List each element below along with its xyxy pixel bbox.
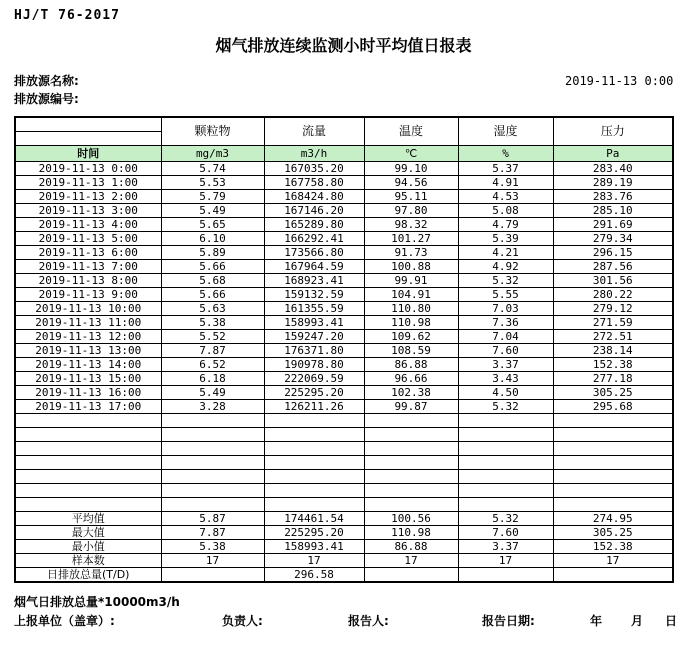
- value-cell: 94.56: [364, 176, 458, 190]
- summary-label: 最小值: [15, 540, 161, 554]
- value-cell: 5.52: [161, 330, 264, 344]
- column-header: 颗粒物: [161, 117, 264, 146]
- empty-cell: [458, 428, 553, 442]
- summary-row: [15, 568, 673, 583]
- time-cell: 2019-11-13 3:00: [15, 204, 161, 218]
- value-cell: 159247.20: [264, 330, 364, 344]
- value-cell: 5.37: [458, 162, 553, 176]
- empty-cell: [161, 498, 264, 512]
- time-cell: 2019-11-13 14:00: [15, 358, 161, 372]
- data-row: [15, 316, 673, 330]
- value-cell: 173566.80: [264, 246, 364, 260]
- value-cell: 159132.59: [264, 288, 364, 302]
- unit-cell: mg/m3: [161, 146, 264, 162]
- value-cell: 7.60: [458, 344, 553, 358]
- data-row: [15, 288, 673, 302]
- empty-cell: [15, 484, 161, 498]
- value-cell: 98.32: [364, 218, 458, 232]
- empty-cell: [15, 498, 161, 512]
- value-cell: 104.91: [364, 288, 458, 302]
- time-cell: 2019-11-13 6:00: [15, 246, 161, 260]
- empty-cell: [458, 498, 553, 512]
- data-row: [15, 386, 673, 400]
- time-cell: 2019-11-13 15:00: [15, 372, 161, 386]
- empty-row: [15, 428, 673, 442]
- empty-row: [15, 414, 673, 428]
- value-cell: 305.25: [553, 386, 673, 400]
- empty-cell: [553, 470, 673, 484]
- value-cell: 86.88: [364, 358, 458, 372]
- empty-cell: [458, 484, 553, 498]
- empty-cell: [553, 484, 673, 498]
- value-cell: 301.56: [553, 274, 673, 288]
- value-cell: 7.04: [458, 330, 553, 344]
- value-cell: 167964.59: [264, 260, 364, 274]
- data-row: [15, 274, 673, 288]
- summary-value: 17: [553, 554, 673, 568]
- header-row: [15, 117, 673, 132]
- time-header: 时间: [15, 146, 161, 162]
- value-cell: 108.59: [364, 344, 458, 358]
- value-cell: 283.40: [553, 162, 673, 176]
- empty-cell: [161, 442, 264, 456]
- value-cell: 5.49: [161, 386, 264, 400]
- summary-value: 5.32: [458, 512, 553, 526]
- time-cell: 2019-11-13 5:00: [15, 232, 161, 246]
- summary-value: [364, 568, 458, 583]
- data-row: [15, 358, 673, 372]
- value-cell: 238.14: [553, 344, 673, 358]
- value-cell: 4.79: [458, 218, 553, 232]
- value-cell: 225295.20: [264, 386, 364, 400]
- data-row: [15, 218, 673, 232]
- value-cell: 168424.80: [264, 190, 364, 204]
- summary-value: 7.87: [161, 526, 264, 540]
- value-cell: 99.87: [364, 400, 458, 414]
- value-cell: 5.53: [161, 176, 264, 190]
- summary-row: [15, 526, 673, 540]
- value-cell: 285.10: [553, 204, 673, 218]
- unit-row: [15, 146, 673, 162]
- empty-cell: [161, 470, 264, 484]
- data-row: [15, 260, 673, 274]
- value-cell: 5.32: [458, 274, 553, 288]
- summary-value: 296.58: [264, 568, 364, 583]
- summary-row: [15, 540, 673, 554]
- report-date-label: 报告日期:: [482, 614, 535, 628]
- summary-label: 最大值: [15, 526, 161, 540]
- year-label: 年: [590, 614, 603, 628]
- reporter-label: 报告人:: [348, 614, 389, 628]
- column-header: 温度: [364, 117, 458, 146]
- footnote: 烟气日排放总量*10000m3/h: [14, 595, 180, 609]
- empty-row: [15, 498, 673, 512]
- value-cell: 283.76: [553, 190, 673, 204]
- empty-cell: [458, 456, 553, 470]
- summary-row: [15, 554, 673, 568]
- value-cell: 158993.41: [264, 316, 364, 330]
- time-cell: 2019-11-13 10:00: [15, 302, 161, 316]
- time-cell: 2019-11-13 9:00: [15, 288, 161, 302]
- value-cell: 102.38: [364, 386, 458, 400]
- summary-value: 305.25: [553, 526, 673, 540]
- data-row: [15, 190, 673, 204]
- data-row: [15, 302, 673, 316]
- summary-value: 174461.54: [264, 512, 364, 526]
- data-row: [15, 344, 673, 358]
- empty-cell: [553, 498, 673, 512]
- data-row: [15, 176, 673, 190]
- value-cell: 287.56: [553, 260, 673, 274]
- data-row: [15, 400, 673, 414]
- value-cell: 4.91: [458, 176, 553, 190]
- source-code-label: 排放源编号:: [14, 92, 79, 106]
- time-cell: 2019-11-13 8:00: [15, 274, 161, 288]
- summary-value: 158993.41: [264, 540, 364, 554]
- month-label: 月: [631, 614, 644, 628]
- empty-cell: [458, 414, 553, 428]
- value-cell: 7.03: [458, 302, 553, 316]
- unit-cell: %: [458, 146, 553, 162]
- empty-cell: [364, 442, 458, 456]
- value-cell: 3.43: [458, 372, 553, 386]
- value-cell: 5.66: [161, 288, 264, 302]
- value-cell: 279.34: [553, 232, 673, 246]
- data-row: [15, 232, 673, 246]
- empty-cell: [15, 470, 161, 484]
- value-cell: 4.21: [458, 246, 553, 260]
- summary-value: [458, 568, 553, 583]
- time-cell: 2019-11-13 17:00: [15, 400, 161, 414]
- data-row: [15, 246, 673, 260]
- value-cell: 289.19: [553, 176, 673, 190]
- summary-value: 17: [458, 554, 553, 568]
- summary-value: 5.87: [161, 512, 264, 526]
- time-cell: 2019-11-13 13:00: [15, 344, 161, 358]
- value-cell: 168923.41: [264, 274, 364, 288]
- value-cell: 190978.80: [264, 358, 364, 372]
- summary-value: [161, 568, 264, 583]
- empty-cell: [15, 428, 161, 442]
- value-cell: 167758.80: [264, 176, 364, 190]
- value-cell: 167146.20: [264, 204, 364, 218]
- value-cell: 271.59: [553, 316, 673, 330]
- report-table-body: [15, 117, 673, 582]
- data-row: [15, 330, 673, 344]
- summary-value: 86.88: [364, 540, 458, 554]
- empty-row: [15, 484, 673, 498]
- value-cell: 7.36: [458, 316, 553, 330]
- value-cell: 272.51: [553, 330, 673, 344]
- value-cell: 5.89: [161, 246, 264, 260]
- value-cell: 296.15: [553, 246, 673, 260]
- value-cell: 5.74: [161, 162, 264, 176]
- value-cell: 166292.41: [264, 232, 364, 246]
- summary-value: 5.38: [161, 540, 264, 554]
- empty-cell: [15, 456, 161, 470]
- value-cell: 110.98: [364, 316, 458, 330]
- empty-cell: [264, 456, 364, 470]
- empty-cell: [364, 428, 458, 442]
- value-cell: 279.12: [553, 302, 673, 316]
- summary-value: 17: [161, 554, 264, 568]
- data-row: [15, 162, 673, 176]
- empty-cell: [264, 470, 364, 484]
- unit-cell: m3/h: [264, 146, 364, 162]
- day-label: 日: [665, 614, 678, 628]
- page-title: 烟气排放连续监测小时平均值日报表: [215, 36, 472, 55]
- empty-cell: [458, 470, 553, 484]
- value-cell: 277.18: [553, 372, 673, 386]
- summary-label: 平均值: [15, 512, 161, 526]
- value-cell: 110.80: [364, 302, 458, 316]
- value-cell: 126211.26: [264, 400, 364, 414]
- empty-cell: [264, 442, 364, 456]
- summary-value: 100.56: [364, 512, 458, 526]
- value-cell: 165289.80: [264, 218, 364, 232]
- empty-row: [15, 470, 673, 484]
- empty-cell: [553, 414, 673, 428]
- value-cell: 101.27: [364, 232, 458, 246]
- value-cell: 91.73: [364, 246, 458, 260]
- value-cell: 99.10: [364, 162, 458, 176]
- value-cell: 176371.80: [264, 344, 364, 358]
- time-cell: 2019-11-13 7:00: [15, 260, 161, 274]
- time-cell: 2019-11-13 1:00: [15, 176, 161, 190]
- empty-cell: [553, 456, 673, 470]
- summary-value: [553, 568, 673, 583]
- responsible-label: 负责人:: [222, 614, 263, 628]
- value-cell: 5.55: [458, 288, 553, 302]
- time-cell: 2019-11-13 2:00: [15, 190, 161, 204]
- value-cell: 3.28: [161, 400, 264, 414]
- empty-cell: [15, 414, 161, 428]
- empty-cell: [364, 414, 458, 428]
- empty-cell: [364, 456, 458, 470]
- value-cell: 5.39: [458, 232, 553, 246]
- value-cell: 99.91: [364, 274, 458, 288]
- value-cell: 3.37: [458, 358, 553, 372]
- data-row: [15, 372, 673, 386]
- empty-cell: [264, 414, 364, 428]
- summary-value: 17: [364, 554, 458, 568]
- unit-cell: Pa: [553, 146, 673, 162]
- standard-code: HJ/T 76-2017: [14, 8, 120, 23]
- time-cell: 2019-11-13 4:00: [15, 218, 161, 232]
- value-cell: 4.92: [458, 260, 553, 274]
- summary-value: 17: [264, 554, 364, 568]
- value-cell: 6.52: [161, 358, 264, 372]
- value-cell: 7.87: [161, 344, 264, 358]
- report-unit-label: 上报单位（盖章）:: [14, 614, 115, 628]
- empty-cell: [161, 484, 264, 498]
- value-cell: 95.11: [364, 190, 458, 204]
- empty-row: [15, 456, 673, 470]
- empty-cell: [458, 442, 553, 456]
- empty-cell: [161, 414, 264, 428]
- value-cell: 152.38: [553, 358, 673, 372]
- summary-value: 152.38: [553, 540, 673, 554]
- summary-value: 274.95: [553, 512, 673, 526]
- summary-value: 110.98: [364, 526, 458, 540]
- value-cell: 5.79: [161, 190, 264, 204]
- empty-cell: [15, 442, 161, 456]
- empty-cell: [364, 484, 458, 498]
- column-header: 流量: [264, 117, 364, 146]
- value-cell: 6.10: [161, 232, 264, 246]
- value-cell: 5.66: [161, 260, 264, 274]
- value-cell: 167035.20: [264, 162, 364, 176]
- time-cell: 2019-11-13 0:00: [15, 162, 161, 176]
- time-header-blank-bottom: [15, 132, 161, 146]
- value-cell: 100.88: [364, 260, 458, 274]
- time-cell: 2019-11-13 12:00: [15, 330, 161, 344]
- empty-cell: [264, 484, 364, 498]
- empty-cell: [364, 470, 458, 484]
- data-row: [15, 204, 673, 218]
- value-cell: 96.66: [364, 372, 458, 386]
- value-cell: 5.49: [161, 204, 264, 218]
- value-cell: 6.18: [161, 372, 264, 386]
- value-cell: 5.68: [161, 274, 264, 288]
- time-cell: 2019-11-13 16:00: [15, 386, 161, 400]
- empty-row: [15, 442, 673, 456]
- column-header: 湿度: [458, 117, 553, 146]
- value-cell: 161355.59: [264, 302, 364, 316]
- value-cell: 5.63: [161, 302, 264, 316]
- value-cell: 5.08: [458, 204, 553, 218]
- summary-value: 7.60: [458, 526, 553, 540]
- value-cell: 5.38: [161, 316, 264, 330]
- summary-row: [15, 512, 673, 526]
- value-cell: 291.69: [553, 218, 673, 232]
- source-name-label: 排放源名称:: [14, 74, 79, 88]
- summary-value: 225295.20: [264, 526, 364, 540]
- unit-cell: ℃: [364, 146, 458, 162]
- value-cell: 5.32: [458, 400, 553, 414]
- summary-value: 3.37: [458, 540, 553, 554]
- value-cell: 4.53: [458, 190, 553, 204]
- report-meta: [14, 72, 673, 112]
- empty-cell: [264, 428, 364, 442]
- value-cell: 97.80: [364, 204, 458, 218]
- signature-row: [0, 612, 687, 632]
- empty-cell: [161, 456, 264, 470]
- empty-cell: [264, 498, 364, 512]
- summary-label: 样本数: [15, 554, 161, 568]
- report-datetime: 2019-11-13 0:00: [565, 74, 674, 88]
- value-cell: 109.62: [364, 330, 458, 344]
- empty-cell: [553, 442, 673, 456]
- report-table: [14, 116, 674, 583]
- empty-cell: [553, 428, 673, 442]
- time-cell: 2019-11-13 11:00: [15, 316, 161, 330]
- empty-cell: [364, 498, 458, 512]
- value-cell: 295.68: [553, 400, 673, 414]
- time-header-blank-top: [15, 117, 161, 132]
- value-cell: 280.22: [553, 288, 673, 302]
- empty-cell: [161, 428, 264, 442]
- column-header: 压力: [553, 117, 673, 146]
- value-cell: 222069.59: [264, 372, 364, 386]
- summary-label: 日排放总量(T/D): [15, 568, 161, 583]
- value-cell: 4.50: [458, 386, 553, 400]
- value-cell: 5.65: [161, 218, 264, 232]
